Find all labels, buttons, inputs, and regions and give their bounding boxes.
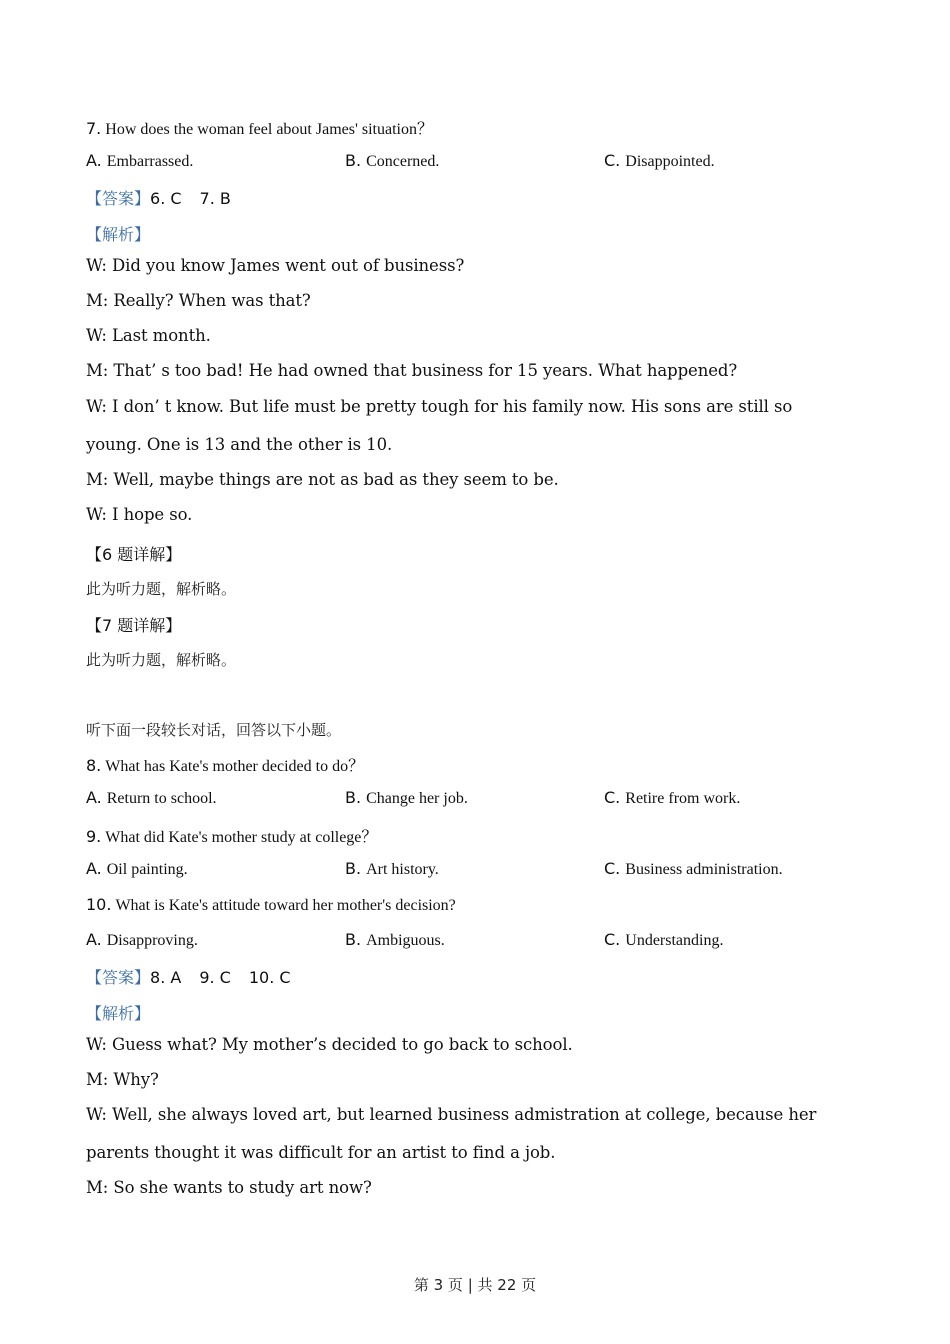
listening-instruction: 听下面一段较长对话，回答以下小题。 [86, 721, 342, 739]
dialogue-line: W: I hope so. [86, 505, 193, 524]
option-b: B. Concerned. [345, 151, 440, 170]
answer-values: 6. C 7. B [150, 189, 231, 208]
page-number-footer: 第 3 页 | 共 22 页 [413, 1276, 537, 1294]
analysis-label: 【解析】 [86, 1004, 151, 1023]
dialogue-line: M: Really? When was that? [86, 291, 311, 310]
dialogue-line: M: That’ s too bad! He had owned that business for 15 years. What happened? [86, 361, 738, 380]
answer-label: 【答案】 [86, 189, 151, 208]
dialogue-line: W: Well, she always loved art, but learned business admistration at college, because her [86, 1105, 817, 1124]
option-a: A. Return to school. [86, 788, 217, 807]
option-b: B. Art history. [345, 859, 439, 878]
options-7 [86, 151, 866, 173]
answer-line-6-7 [86, 186, 249, 209]
detail-6-text: 此为听力题，解析略。 [86, 580, 237, 598]
question-text: How does the woman feel about James' situation？ [105, 121, 433, 138]
dialogue-line: parents thought it was difficult for an artist to find a job. [86, 1143, 556, 1162]
question-text: What has Kate's mother decided to do？ [105, 758, 365, 775]
analysis-label: 【解析】 [86, 225, 151, 244]
options-9 [86, 859, 866, 881]
dialogue-line: M: Why? [86, 1070, 159, 1089]
question-8 [86, 753, 364, 776]
question-text: What did Kate's mother study at college？ [105, 829, 378, 846]
option-c: C. Business administration. [604, 859, 783, 878]
answer-values: 8. A 9. C 10. C [150, 968, 291, 987]
question-text: What is Kate's attitude toward her mother's decision? [115, 897, 456, 914]
dialogue-line: young. One is 13 and the other is 10. [86, 435, 393, 454]
option-a: A. Oil painting. [86, 859, 188, 878]
option-b: B. Ambiguous. [345, 930, 445, 949]
option-a: A. Disapproving. [86, 930, 198, 949]
dialogue-line: W: Did you know James went out of business? [86, 256, 465, 275]
option-c: C. Disappointed. [604, 151, 715, 170]
detail-7-text: 此为听力题，解析略。 [86, 651, 237, 669]
option-b: B. Change her job. [345, 788, 468, 807]
question-7 [86, 116, 433, 139]
options-8 [86, 788, 866, 810]
options-10 [86, 930, 866, 952]
dialogue-line: W: I don’ t know. But life must be pretty tough for his family now. His sons are still so [86, 397, 793, 416]
answer-label: 【答案】 [86, 968, 151, 987]
option-c: C. Understanding. [604, 930, 724, 949]
detail-6-heading: 【6 题详解】 [86, 545, 182, 564]
dialogue-line: W: Last month. [86, 326, 211, 345]
dialogue-line: M: Well, maybe things are not as bad as they seem to be. [86, 470, 559, 489]
question-number: 8. [86, 756, 102, 775]
dialogue-line: M: So she wants to study art now? [86, 1178, 372, 1197]
answer-line-8-10 [86, 965, 309, 988]
question-number: 10. [86, 895, 112, 914]
detail-7-heading: 【7 题详解】 [86, 616, 182, 635]
option-a: A. Embarrassed. [86, 151, 194, 170]
question-number: 9. [86, 827, 102, 846]
dialogue-line: W: Guess what? My mother’s decided to go back to school. [86, 1035, 573, 1054]
question-number: 7. [86, 119, 102, 138]
option-c: C. Retire from work. [604, 788, 741, 807]
question-10 [86, 895, 456, 915]
question-9 [86, 824, 377, 847]
